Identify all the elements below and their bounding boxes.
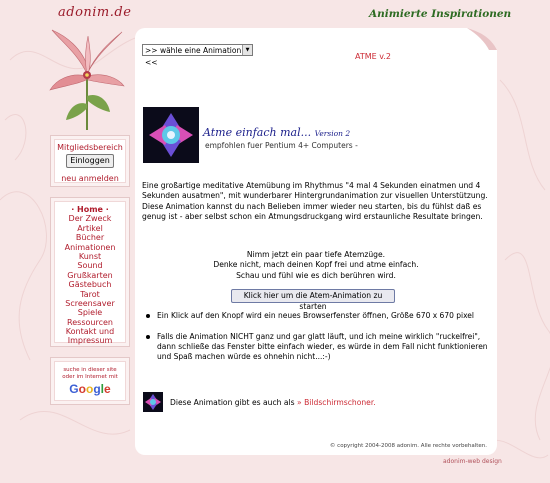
animation-thumbnail[interactable]	[143, 107, 199, 163]
screensaver-thumbnail[interactable]	[143, 392, 163, 412]
search-text-line1: suche in dieser site	[63, 367, 117, 373]
animation-subtitle: empfohlen fuer Pentium 4+ Computers -	[205, 141, 358, 150]
page-curl-decoration	[467, 28, 497, 50]
search-box	[50, 357, 130, 405]
instruction-line: Schau und fühl wie es dich berühren wird.	[236, 270, 396, 280]
animation-title-text: Atme einfach mal...	[203, 126, 312, 139]
nav-item-gaestebuch[interactable]: Gästebuch	[68, 280, 112, 290]
nav-item-sound[interactable]: Sound	[77, 261, 103, 271]
bullet-dot-icon	[146, 314, 150, 318]
animation-select-value: >> wähle eine Animation <<	[145, 46, 242, 67]
site-tagline: Animierte Inspirationen	[369, 8, 512, 20]
info-bullet	[157, 311, 489, 321]
main-navigation	[50, 197, 130, 347]
screensaver-line	[170, 398, 376, 407]
animation-description: Eine großartige meditative Atemübung im Rhythmus "4 mal 4 Sekunden einatmen und 4 Sekunden ausatmen", mit wunderbarer Hintergrundanimation zur visuellen Unterstützung. Diese Animation kannst du nach Belieben immer wieder neu starten, bis du fühlst daß es genug ist - aber selbst schon ein Atmungsdruckgang wird erstaunliche Resultate bringen.	[142, 181, 488, 222]
info-bullet	[157, 332, 489, 363]
nav-item-screensaver[interactable]: Screensaver	[65, 298, 115, 308]
copyright-text: © copyright 2004-2008 adonim. Alle rechte vorbehalten.	[329, 443, 487, 449]
nav-item-der-zweck[interactable]: Der Zweck	[68, 214, 112, 224]
search-text-line2: oder im Internet mit	[62, 374, 118, 380]
animation-title	[203, 126, 350, 139]
nav-item-ressourcen[interactable]: Ressourcen	[67, 317, 113, 327]
arrow-right-icon: »	[297, 398, 302, 407]
nav-item-spiele[interactable]: Spiele	[77, 308, 103, 318]
info-bullet-text: Ein Klick auf den Knopf wird ein neues Browserfenster öffnen, Größe 670 x 670 pixel	[157, 311, 474, 320]
nav-item-grusskarten[interactable]: Grußkarten	[67, 270, 113, 280]
nav-item-kunst[interactable]: Kunst	[78, 251, 102, 261]
info-bullet-text: Falls die Animation NICHT ganz und gar glatt läuft, und ich meine wirklich "ruckelfrei", dann schließe das Fenster bitte einfach wieder, es würde in dem Fall nicht funktionieren und Spaß machen würde es ohnehin nicht...:-)	[157, 332, 488, 362]
register-link[interactable]: neu anmelden	[61, 174, 119, 183]
screensaver-text: Diese Animation gibt es auch als	[170, 398, 295, 407]
instruction-line: Denke nicht, mach deinen Kopf frei und atme einfach.	[213, 260, 419, 270]
designer-credit[interactable]: adonim-web design	[443, 458, 502, 465]
nav-item-animationen[interactable]: Animationen	[64, 242, 116, 252]
nav-item-tarot[interactable]: Tarot	[80, 289, 100, 299]
flower-logo-image	[48, 24, 126, 132]
nav-item-home[interactable]: · Home ·	[71, 205, 109, 214]
chevron-down-icon[interactable]: ▼	[242, 45, 252, 55]
nav-item-impressum[interactable]: Impressum	[67, 336, 113, 346]
member-area-title: Mitgliedsbereich	[57, 143, 123, 152]
main-content	[135, 28, 497, 455]
animation-select[interactable]	[142, 44, 253, 67]
search-text	[55, 367, 125, 381]
bullet-dot-icon	[146, 335, 150, 339]
screensaver-link[interactable]: Bildschirmschoner.	[304, 398, 376, 407]
start-animation-button[interactable]: Klick hier um die Atem-Animation zu starten	[231, 289, 395, 303]
nav-item-artikel[interactable]: Artikel	[77, 223, 103, 233]
breathing-instructions	[135, 250, 497, 281]
google-logo[interactable]: Google	[69, 382, 111, 396]
member-area	[50, 135, 130, 187]
login-button[interactable]: Einloggen	[66, 154, 114, 168]
nav-item-kontakt[interactable]: Kontakt und	[65, 327, 115, 337]
version-tag: ATME v.2	[355, 52, 391, 61]
nav-item-buecher[interactable]: Bücher	[75, 233, 105, 243]
instruction-line: Nimm jetzt ein paar tiefe Atemzüge.	[246, 250, 386, 259]
animation-version: Version 2	[314, 129, 351, 138]
site-title[interactable]: adonim.de	[58, 5, 132, 20]
